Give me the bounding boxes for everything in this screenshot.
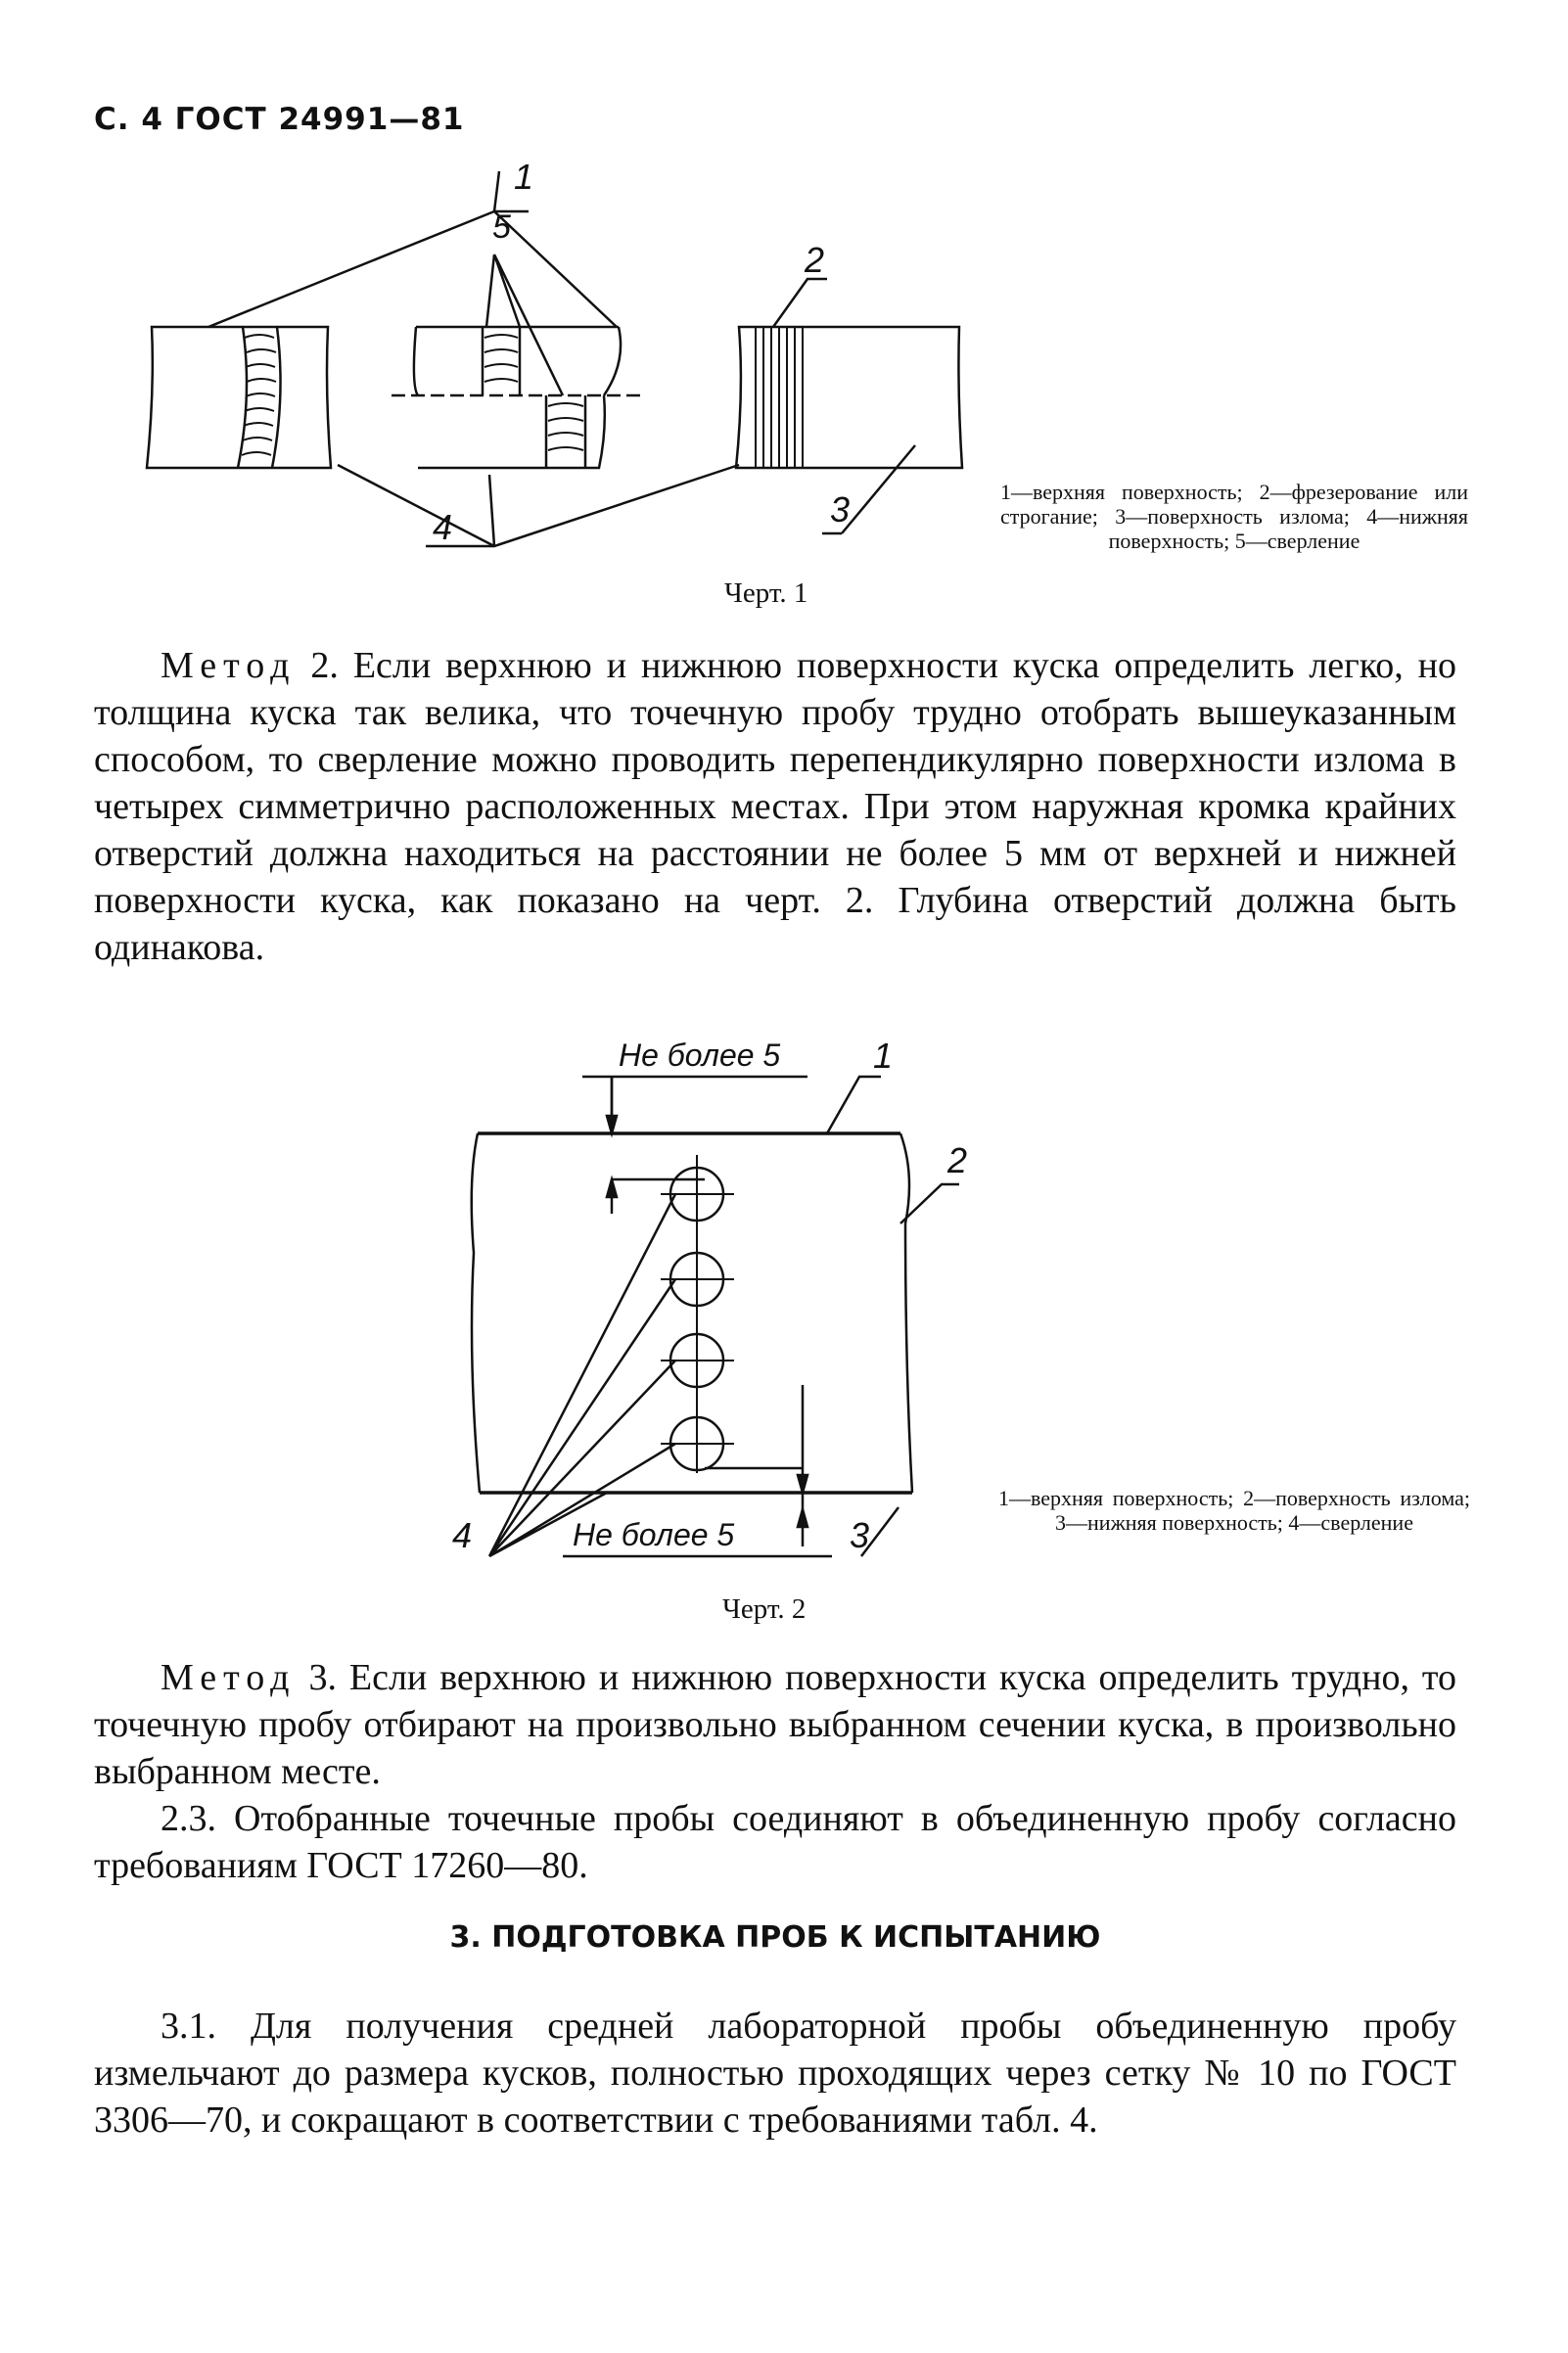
- fig1-label-2: 2: [805, 240, 825, 280]
- fig1-caption: Черт. 1: [724, 577, 808, 609]
- paragraph-2-3: 2.3. Отобранные точечные пробы соединяют в объединенную пробу согласно требованиям ГОСТ 17260—80.: [94, 1798, 1456, 1886]
- fig1-label-5: 5: [492, 208, 511, 246]
- method-3-label: Метод: [161, 1657, 297, 1698]
- fig2-dim-top: Не более 5: [619, 1038, 781, 1073]
- paragraph-3-1: 3.1. Для получения средней лабораторной пробы объединенную пробу измельчают до размера кусков, полностью проходящих через сетку № 10 по ГОСТ 3306—70, и сокращают в соответствии с требованиями табл. 4.: [94, 2006, 1456, 2141]
- section-3-paragraph: [94, 2003, 1456, 2144]
- method-3-paragraph: [94, 1654, 1456, 1889]
- method-2-label: Метод: [161, 645, 297, 686]
- page-header: С. 4 ГОСТ 24991—81: [94, 102, 465, 137]
- fig1-legend: 1—верхняя поверхность; 2—фрезерование или строгание; 3—поверхность излома; 4—нижняя поверхность; 5—сверление: [1000, 480, 1468, 553]
- fig2-caption: Черт. 2: [722, 1593, 807, 1625]
- method-3-text: 3. Если верхнюю и нижнюю поверхности куска определить трудно, то точечную пробу отбирают на произвольно выбранном сечении куска, в произвольно выбранном месте.: [94, 1657, 1456, 1792]
- fig1-label-4: 4: [433, 507, 453, 547]
- fig2-label-1: 1: [873, 1036, 894, 1076]
- fig1-label-1: 1: [514, 157, 534, 197]
- method-2-text: 2. Если верхнюю и нижнюю поверхности куска определить легко, но толщина куска так велика, что точечную пробу трудно отобрать вышеуказанным способом, то сверление можно проводить перепендикулярно поверхности излома в четырех симметрично расположенных местах. При этом наружная кромка крайних отверстий должна находиться на расстоянии не более 5 мм от верхней и нижней поверхности куска, как показано на черт. 2. Глубина отверстий должна быть одинакова.: [94, 645, 1456, 968]
- fig1-label-3: 3: [830, 489, 851, 530]
- section-3-title: 3. ПОДГОТОВКА ПРОБ К ИСПЫТАНИЮ: [449, 1920, 1101, 1955]
- fig2-dim-bottom: Не более 5: [573, 1517, 735, 1552]
- fig2-label-3: 3: [850, 1515, 870, 1555]
- fig2-legend: 1—верхняя поверхность; 2—поверхность излома; 3—нижняя поверхность; 4—сверление: [998, 1486, 1470, 1535]
- fig2-label-4: 4: [452, 1515, 473, 1555]
- fig2-label-2: 2: [947, 1140, 968, 1180]
